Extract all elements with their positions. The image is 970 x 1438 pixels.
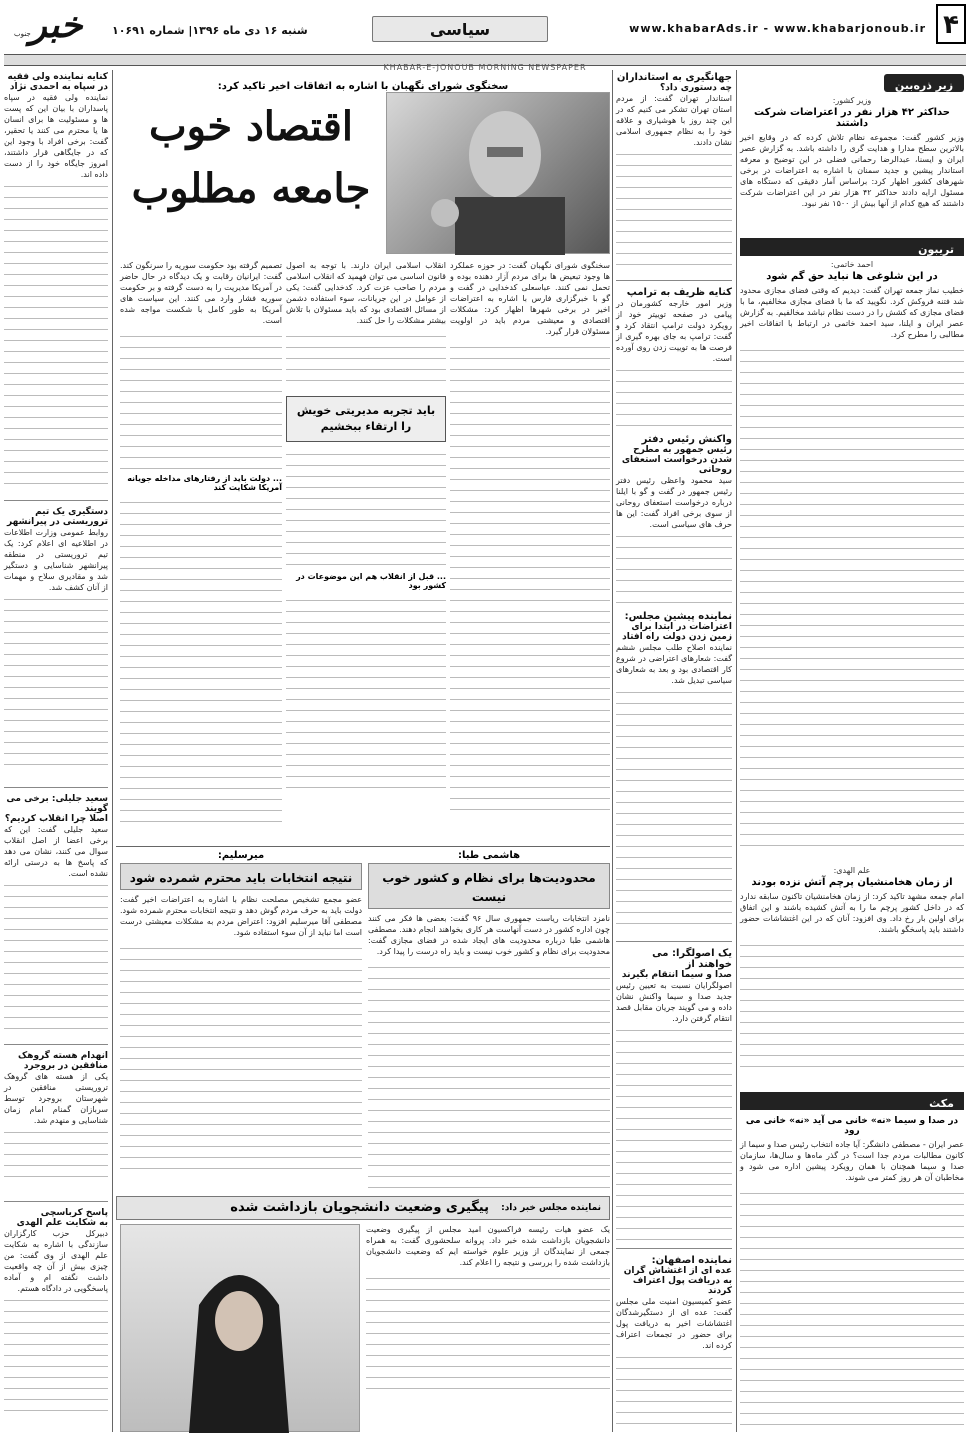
student-story-header [116, 1196, 610, 1220]
brief-item [616, 1255, 732, 1425]
headline: پیگیری وضعیت دانشجویان بازداشت شده [230, 1200, 489, 1215]
hashemi-story [368, 850, 610, 1190]
brief-title: واکنش رئیس دفتر [641, 434, 732, 445]
brief-item [4, 72, 108, 501]
brief-item [616, 287, 732, 428]
headline: در این شلوغی ها نباید حق گم شود [766, 271, 938, 282]
main-headline [120, 96, 382, 256]
websites: www.khabarAds.ir - www.khabarjonoub.ir [629, 22, 926, 35]
headline-line2: جامعه مطلوب [131, 165, 371, 212]
tribune2-article [740, 866, 964, 1086]
brief-title: نماینده پیشین مجلس: [624, 611, 732, 622]
logo [6, 4, 106, 48]
kicker: هاشمی طبا: [457, 850, 521, 861]
brief-title: جهانگیری به استانداران [616, 72, 732, 83]
brief-subtitle: چه دستوری داد؟ [660, 83, 732, 93]
date-issue: شنبه ۱۶ دی ماه ۱۳۹۶| شماره ۱۰۶۹۱ [112, 24, 308, 37]
briefs-column [616, 72, 732, 1432]
body-text: امام جمعه مشهد تاکید کرد: از زمان هخامنشیان تاکنون سابقه ندارد که در داخل کشور پرچم ما را به آتش کشیده باشند و این اتفاق برای اولین بار رخ داد. وی افزود: آنان که در این اغتشاشات حضور داشتند باید پاسخگو باشند. [740, 892, 964, 934]
brief-body: سعید جلیلی گفت: این که برخی اعضا از اصل انقلاب سوال می کنند، نشان می دهد که پاسخ ها به درستی ارائه نشده است. [4, 825, 108, 878]
subhead: ... دولت باید از رفتارهای مداخله جویانه آمریکا شکایت کند [127, 474, 282, 492]
main-body-right: سخنگوی شورای نگهبان گفت: در حوزه عملکرد ها وجود تبعیض ها برای مردم آزار دهنده بوده و تحمل نمی کنند. عباسعلی کدخدایی در گفت و گو با خبرگزاری فارس با اشاره به اعتراضات اخیر در برخی شهرها اظهار کرد: مشکلات اقتصادی و معیشتی مردم باید در اولویت مسئولان قرار گیرد. [450, 260, 610, 840]
section-title: سیاسی [429, 20, 491, 39]
brief-item [616, 434, 732, 605]
headline: نتیجه انتخابات باید محترم شمرده شود [120, 863, 362, 890]
brief-title: انهدام هسته گروهک [18, 1051, 108, 1061]
logo-sub: جنوب [14, 30, 31, 38]
speaker-portrait [385, 93, 609, 255]
brief-item [616, 948, 732, 1249]
brief-title: پاسخ کرباسچی [40, 1208, 108, 1218]
body-text: نامزد انتخابات ریاست جمهوری سال ۹۶ گفت: بعضی ها فکر می کنند چون اداره کشور در دست آنهاست هر کاری بخواهند انجام دهند. مصطفی هاشمی طبا درباره محدودیت های ایجاد شده در فضای مجازی گفت: محدودیت برای نظام و کشور خوب نیست و باید راه درست را پیدا کرد. [368, 914, 610, 956]
kicker: میرسلیم: [217, 850, 265, 861]
brief-body: وزیر امور خارجه کشورمان در پیامی در صفحه توییتر خود از رویکرد دولت ترامپ انتقاد کرد و گفت: ترامپ به جای بهره گیری از فرصت ها به توییت زدن روی آورده است. [616, 299, 732, 363]
headline: حداکثر ۴۲ هزار نفر در اعتراضات شرکت داشتند [754, 107, 950, 129]
brief-body: اصولگرایان نسبت به تعیین رئیس جدید صدا و سیما واکنش نشان داده و می گویند جریان مقابل قصد انتقام گرفتن دارد. [616, 981, 732, 1023]
main-story-photo [386, 92, 610, 254]
brief-title: کنایه ظریف به ترامپ [626, 287, 732, 298]
brief-item [4, 1051, 108, 1202]
body-text: وزیر کشور گفت: مجموعه نظام تلاش کرده که در وقایع اخیر بالاترین سطح مدارا و هدایت گری را داشته باشد. به گزارش عصر ایران و ایسنا، عبدالرضا رحمانی فضلی در این توضیح و معرفه استاندار پیشین و جدید سمنان با اشاره به اعتراضات در برخی شهرهای کشور اظهار کرد: براساس آمار دقیقی که دستگاه های مسئول ارایه دادند حداکثر ۴۲ هزار نفر در این اعتراضات شرکت داشتند که هیچ کدام از آنها بیش از ۱۵۰۰ نفر نبود. [740, 133, 964, 208]
student-story-body: یک عضو هیات رئیسه فراکسیون امید مجلس از پیگیری وضعیت دانشجویان بازداشت شده خبر داد. پروانه سلحشوری گفت: به همراه جمعی از نمایندگان از وزیر علوم خواسته ایم که وضعیت دانشجویان بازداشت شده را بررسی و نتیجه را اعلام کند. [366, 1224, 610, 1432]
headline: در صدا و سیما «نه» خانی می آید «نه» خانی می رود [745, 1116, 959, 1136]
mak-article [740, 1114, 964, 1432]
body-text: عصر ایران - مصطفی دانشگر: آیا جاده انتخاب رئیس صدا و سیما از کانون مطالبات مردم جدا است؟ در گذر ماه‌ها و سال‌ها، سازمان صدا و سیما همچنان با همان رویکرد پیشین اداره می شود و مخاطبان آن هر روز کمتر می شوند. [740, 1140, 964, 1182]
brief-item [4, 794, 108, 1045]
mak-label: مکث [740, 1092, 964, 1110]
brief-body: نماینده ولی فقیه در سپاه پاسداران با بیان این که پست ها و مسئولیت ها برای انسان ها یا محترم می کنند یا تحقیر، گفت: برخی افراد با وجود این که در جایگاهی قرار داشتند، امروز جایگاه خود را از دست داده اند. [4, 93, 108, 179]
headline-line1: اقتصاد خوب [149, 103, 353, 150]
brief-subtitle: صدا و سیما انتقام بگیرند [621, 970, 732, 980]
brief-title: دستگیری یک تیم [35, 507, 108, 517]
main-body-middle: انقلاب اسلامی ایران دارند. با توجه به اصول قانون اساسی می توان فهمید که انقلاب اسلامی مردم را صاحب عزت کرد. کدخدایی گفت: یکی از عوامل در این جریانات، سوء استفاده دشمن از مسائل اقتصادی بود که باید مسئولان با تلاش بیشتر مشکلات را حل کنند. باید تجربه مدیریتی خویش را ارتقاء ببخشیم ... قبل از انقلاب هم این موضوعات در کشور بود [286, 260, 446, 840]
brief-subtitle: رئیس جمهور به مطرح شدن درخواست استعفای روحانی [621, 445, 732, 475]
subhead: ... قبل از انقلاب هم این موضوعات در کشور بود [296, 572, 446, 590]
brief-subtitle: اصلا چرا انقلاب کردیم؟ [4, 814, 108, 824]
student-story-photo [120, 1224, 360, 1432]
brief-subtitle: به شکایت علم الهدی [16, 1218, 108, 1228]
kicker: نماینده مجلس خبر داد: [501, 1203, 601, 1213]
zir-zarrebin-label: زیر ذره‌بین [884, 74, 964, 92]
headline: از زمان هخامنشیان پرچم آتش نزده بودند [751, 877, 953, 888]
left-column [4, 72, 108, 1432]
body-text: عضو مجمع تشخیص مصلحت نظام با اشاره به اعتراضات اخیر گفت: دولت باید به حرف مردم گوش دهد و نتیجه انتخابات محترم شمرده شود. مصطفی آقا میرسلیم افزود: اعتراض مردم به مشکلات معیشتی درست است اما نباید از آن سوء استفاده شود. [120, 895, 362, 937]
brief-title: یک اصولگرا: می خواهند از [652, 948, 732, 970]
brief-title: نماینده اصفهان: [651, 1255, 732, 1266]
tribune-article [740, 260, 964, 860]
woman-portrait [119, 1225, 359, 1433]
brief-item [616, 72, 732, 281]
brief-subtitle: تروریستی در پیرانشهر [7, 517, 108, 527]
tribune-label: تریبون [740, 238, 964, 256]
page-number-box [936, 4, 966, 44]
main-body-left: تصمیم گرفته بود حکومت سوریه را سرنگون کند. گفت: ایرانیان رقابت و یک دیدگاه در حال حاضر در آمریکا مدیریت را به دست گرفته و بر حکومت سوریه فشار وارد می کنند. این سیاست های آمریکا به طور کامل با شکست مواجه شده است. ... دولت باید از رفتارهای مداخله جویانه آمریکا شکایت کند [120, 260, 282, 840]
brief-item [616, 611, 732, 942]
brief-item [4, 1208, 108, 1438]
body-text: خطیب نماز جمعه تهران گفت: دیدیم که وقتی فضای مجازی محدود شد فتنه فروکش کرد. نگویید که ما با فضای مجازی مخالفیم، ما با فضای مجازی که کشش را در دست نظام نباشد مخالفیم. به گزارش عصر ایران و ایلنا، سید احمد خاتمی در ارتباط با اتفاقات اخیر مطالبی را مطرح کرد. [740, 286, 964, 339]
tagline-bar [4, 54, 966, 72]
section-tab [372, 16, 548, 42]
brief-body: نماینده اصلاح طلب مجلس ششم گفت: شعارهای اعتراضی در شروع کار اقتصادی بود و بعد به شعارهای سیاسی تبدیل شد. [616, 643, 732, 685]
main-story-kicker: سخنگوی شورای نگهبان با اشاره به اتفاقات اخیر تاکید کرد: [217, 81, 509, 92]
brief-title: سعید جلیلی: برخی می گویند [6, 794, 108, 814]
kicker: وزیر کشور: [832, 96, 872, 105]
pullquote: باید تجربه مدیریتی خویش را ارتقاء ببخشیم [286, 396, 446, 442]
brief-subtitle: عده ای از اغتشاش گران به دریافت پول اعتراف کردند [623, 1266, 732, 1296]
brief-body: استاندار تهران گفت: از مردم استان تهران تشکر می کنیم که در این چند روز با هوشیاری و علاقه خود را به نظام جمهوری اسلامی نشان دادند. [616, 94, 732, 147]
brief-body: دبیرکل حزب کارگزاران سازندگی با اشاره به شکایت علم الهدی از وی گفت: من چیزی بیش از آن چه واقعیت داشت نگفته ام و آماده پاسخگویی در دادگاه هستم. [4, 1229, 108, 1293]
brief-subtitle: اعتراضات در ابتدا برای زمین زدن دولت راه افتاد [622, 622, 732, 642]
brief-body: یکی از هسته های گروهک تروریستی منافقین در شهرستان بروجرد توسط سربازان گمنام امام زمان شناسایی و منهدم شد. [4, 1072, 108, 1125]
brief-body: سید محمود واعظی رئیس دفتر رئیس جمهور در گفت و گو با ایلنا درباره درخواست استعفای روحانی از سوی برخی افراد گفت: این ها حرف های سیاسی است. [616, 476, 732, 529]
brief-body: روابط عمومی وزارت اطلاعات در اطلاعیه ای اعلام کرد: یک تیم تروریستی در منطقه پیرانشهر شناسایی و دستگیر شد و مقادیری سلاح و مهمات از آنان کشف شد. [4, 528, 108, 592]
tagline: KHABAR-E-JONOUB MORNING NEWSPAPER [383, 63, 587, 72]
logo-text: خبر [29, 4, 83, 46]
headline: محدودیت‌ها برای نظام و کشور خوب نیست [368, 863, 610, 909]
author: احمد خاتمی: [830, 260, 874, 269]
brief-body: عضو کمیسیون امنیت ملی مجلس گفت: عده ای از دستگیرشدگان اغتشاشات اخیر به دریافت پول برای حضور در تجمعات اعتراف کرده اند. [616, 1297, 732, 1350]
brief-item [4, 507, 108, 788]
zir-zarrebin-article [740, 96, 964, 232]
brief-subtitle: در سپاه به احمدی نژاد [9, 82, 108, 92]
brief-subtitle: منافقین در بروجرد [23, 1061, 108, 1071]
author: علم الهدی: [833, 866, 871, 875]
mirsalim-story [120, 850, 362, 1190]
brief-title: کنایه نماینده ولی فقیه [7, 72, 108, 82]
page-number: ۴ [943, 10, 959, 40]
